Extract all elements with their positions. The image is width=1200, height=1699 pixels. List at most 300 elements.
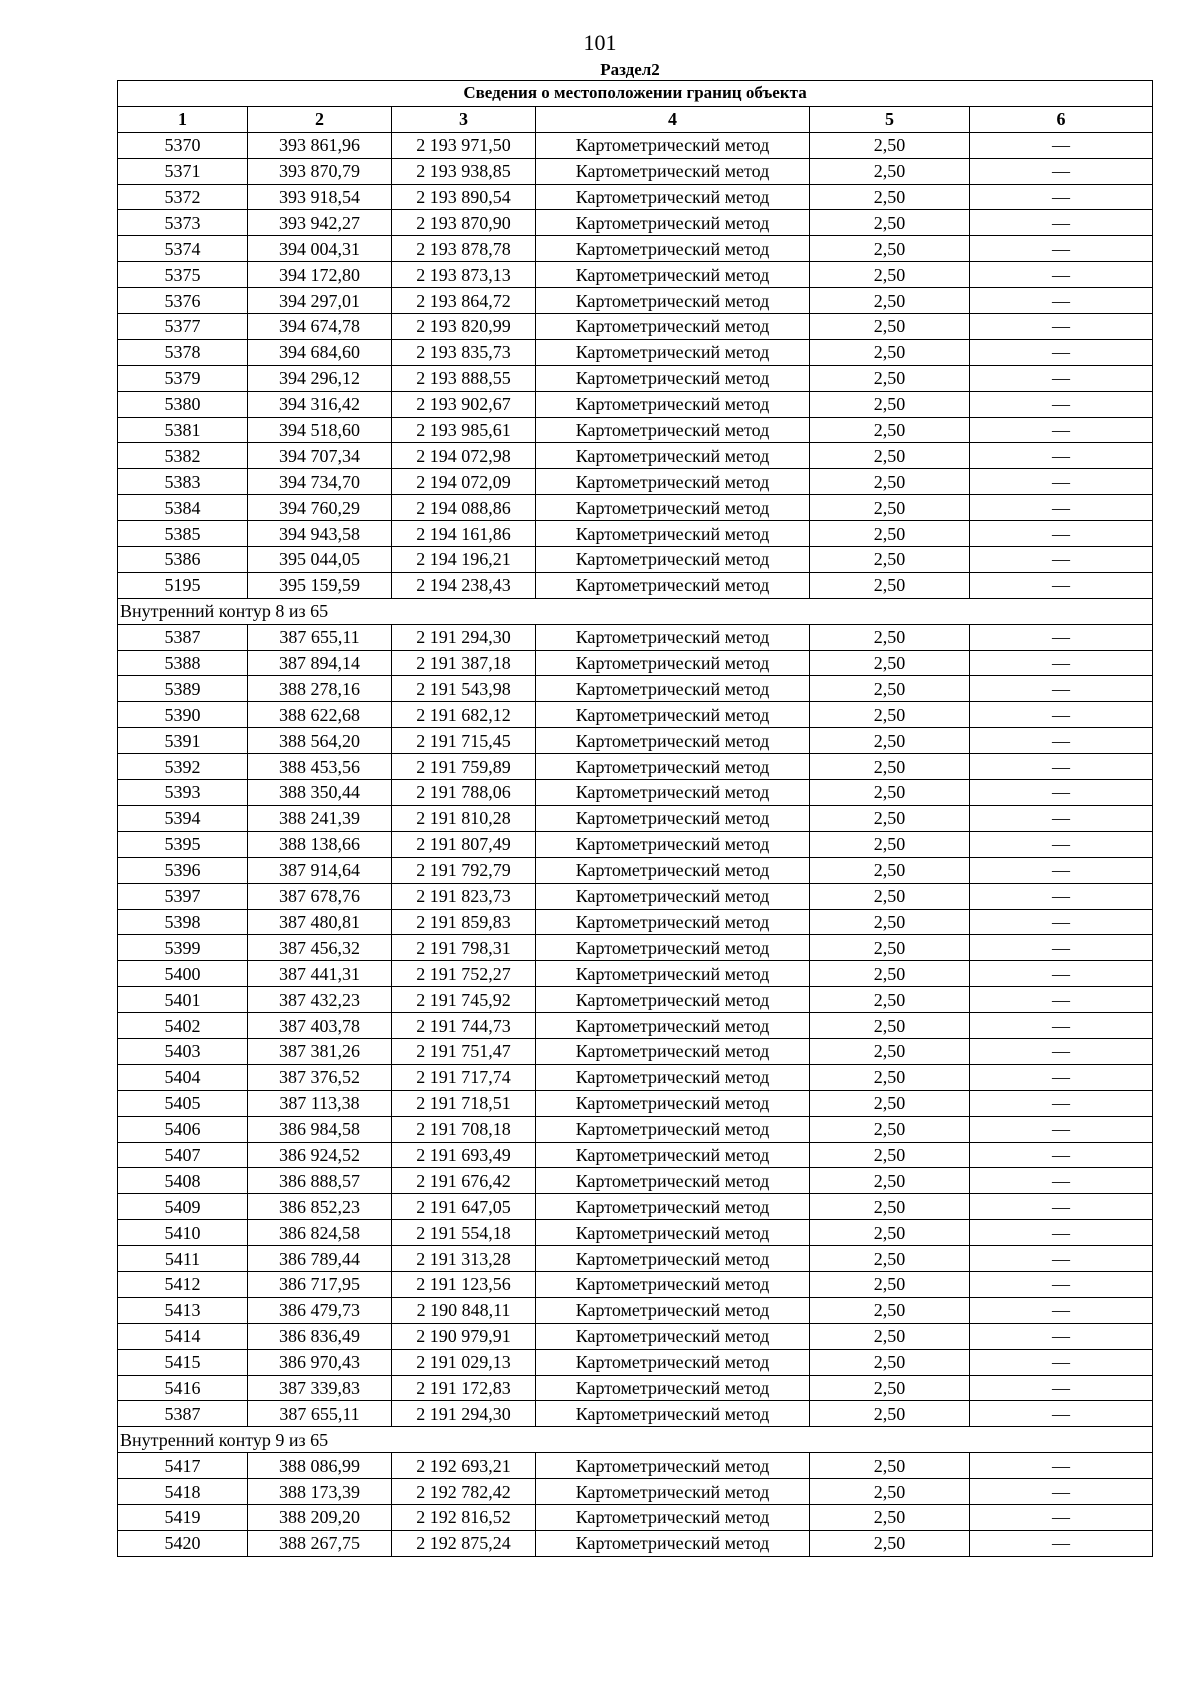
- dash-cell: —: [970, 132, 1153, 158]
- accuracy-cell: 2,50: [810, 650, 970, 676]
- contour-row: [118, 1427, 1153, 1453]
- table-row: [118, 547, 1153, 573]
- table-row: [118, 236, 1153, 262]
- point-id: 5389: [118, 676, 248, 702]
- x-coordinate: 388 241,39: [248, 805, 392, 831]
- accuracy-cell: 2,50: [810, 339, 970, 365]
- point-id: 5372: [118, 184, 248, 210]
- method-cell: Картометрический метод: [536, 132, 810, 158]
- method-cell: Картометрический метод: [536, 961, 810, 987]
- x-coordinate: 387 432,23: [248, 987, 392, 1013]
- x-coordinate: 387 480,81: [248, 909, 392, 935]
- y-coordinate: 2 191 759,89: [392, 754, 536, 780]
- y-coordinate: 2 191 647,05: [392, 1194, 536, 1220]
- x-coordinate: 394 316,42: [248, 391, 392, 417]
- point-id: 5415: [118, 1349, 248, 1375]
- point-id: 5410: [118, 1220, 248, 1246]
- accuracy-cell: 2,50: [810, 1142, 970, 1168]
- x-coordinate: 386 924,52: [248, 1142, 392, 1168]
- table-row: [118, 1375, 1153, 1401]
- point-id: 5399: [118, 935, 248, 961]
- point-id: 5384: [118, 495, 248, 521]
- dash-cell: —: [970, 1271, 1153, 1297]
- method-cell: Картометрический метод: [536, 1271, 810, 1297]
- method-cell: Картометрический метод: [536, 391, 810, 417]
- method-cell: Картометрический метод: [536, 1504, 810, 1530]
- point-id: 5373: [118, 210, 248, 236]
- y-coordinate: 2 191 294,30: [392, 1401, 536, 1427]
- point-id: 5420: [118, 1530, 248, 1556]
- table-row: [118, 1013, 1153, 1039]
- dash-cell: —: [970, 961, 1153, 987]
- dash-cell: —: [970, 1479, 1153, 1505]
- y-coordinate: 2 191 744,73: [392, 1013, 536, 1039]
- accuracy-cell: 2,50: [810, 1297, 970, 1323]
- point-id: 5382: [118, 443, 248, 469]
- x-coordinate: 386 970,43: [248, 1349, 392, 1375]
- dash-cell: —: [970, 1013, 1153, 1039]
- accuracy-cell: 2,50: [810, 572, 970, 598]
- method-cell: Картометрический метод: [536, 236, 810, 262]
- x-coordinate: 387 655,11: [248, 624, 392, 650]
- accuracy-cell: 2,50: [810, 288, 970, 314]
- table-row: [118, 805, 1153, 831]
- x-coordinate: 394 707,34: [248, 443, 392, 469]
- table-row: [118, 650, 1153, 676]
- point-id: 5386: [118, 547, 248, 573]
- y-coordinate: 2 191 708,18: [392, 1116, 536, 1142]
- x-coordinate: 387 376,52: [248, 1064, 392, 1090]
- y-coordinate: 2 191 751,47: [392, 1038, 536, 1064]
- x-coordinate: 387 894,14: [248, 650, 392, 676]
- method-cell: Картометрический метод: [536, 1220, 810, 1246]
- accuracy-cell: 2,50: [810, 1194, 970, 1220]
- x-coordinate: 387 456,32: [248, 935, 392, 961]
- point-id: 5403: [118, 1038, 248, 1064]
- accuracy-cell: 2,50: [810, 443, 970, 469]
- x-coordinate: 394 734,70: [248, 469, 392, 495]
- accuracy-cell: 2,50: [810, 1349, 970, 1375]
- x-coordinate: 393 870,79: [248, 158, 392, 184]
- point-id: 5380: [118, 391, 248, 417]
- x-coordinate: 388 209,20: [248, 1504, 392, 1530]
- point-id: 5407: [118, 1142, 248, 1168]
- table-row: [118, 883, 1153, 909]
- accuracy-cell: 2,50: [810, 132, 970, 158]
- y-coordinate: 2 191 172,83: [392, 1375, 536, 1401]
- dash-cell: —: [970, 288, 1153, 314]
- table-body: [118, 132, 1153, 1556]
- dash-cell: —: [970, 987, 1153, 1013]
- table-row: [118, 961, 1153, 987]
- table-row: [118, 1038, 1153, 1064]
- x-coordinate: 388 564,20: [248, 728, 392, 754]
- x-coordinate: 386 824,58: [248, 1220, 392, 1246]
- point-id: 5377: [118, 314, 248, 340]
- dash-cell: —: [970, 1453, 1153, 1479]
- method-cell: Картометрический метод: [536, 1064, 810, 1090]
- y-coordinate: 2 193 938,85: [392, 158, 536, 184]
- table-row: [118, 288, 1153, 314]
- table-row: [118, 1246, 1153, 1272]
- x-coordinate: 387 381,26: [248, 1038, 392, 1064]
- dash-cell: —: [970, 1504, 1153, 1530]
- accuracy-cell: 2,50: [810, 391, 970, 417]
- method-cell: Картометрический метод: [536, 469, 810, 495]
- method-cell: Картометрический метод: [536, 521, 810, 547]
- x-coordinate: 387 339,83: [248, 1375, 392, 1401]
- table-row: [118, 1323, 1153, 1349]
- method-cell: Картометрический метод: [536, 158, 810, 184]
- accuracy-cell: 2,50: [810, 1090, 970, 1116]
- y-coordinate: 2 194 072,09: [392, 469, 536, 495]
- point-id: 5419: [118, 1504, 248, 1530]
- x-coordinate: 387 914,64: [248, 857, 392, 883]
- table-row: [118, 728, 1153, 754]
- point-id: 5409: [118, 1194, 248, 1220]
- method-cell: Картометрический метод: [536, 1323, 810, 1349]
- table-row: [118, 754, 1153, 780]
- contour-label: Внутренний контур 9 из 65: [118, 1427, 1153, 1453]
- method-cell: Картометрический метод: [536, 728, 810, 754]
- dash-cell: —: [970, 1116, 1153, 1142]
- accuracy-cell: 2,50: [810, 262, 970, 288]
- y-coordinate: 2 190 848,11: [392, 1297, 536, 1323]
- x-coordinate: 386 836,49: [248, 1323, 392, 1349]
- accuracy-cell: 2,50: [810, 754, 970, 780]
- method-cell: Картометрический метод: [536, 1168, 810, 1194]
- contour-row: [118, 598, 1153, 624]
- x-coordinate: 388 350,44: [248, 780, 392, 806]
- dash-cell: —: [970, 262, 1153, 288]
- y-coordinate: 2 190 979,91: [392, 1323, 536, 1349]
- method-cell: Картометрический метод: [536, 1194, 810, 1220]
- accuracy-cell: 2,50: [810, 1246, 970, 1272]
- x-coordinate: 388 138,66: [248, 831, 392, 857]
- x-coordinate: 394 172,80: [248, 262, 392, 288]
- y-coordinate: 2 191 682,12: [392, 702, 536, 728]
- x-coordinate: 394 518,60: [248, 417, 392, 443]
- dash-cell: —: [970, 883, 1153, 909]
- accuracy-cell: 2,50: [810, 1479, 970, 1505]
- table-row: [118, 262, 1153, 288]
- accuracy-cell: 2,50: [810, 1401, 970, 1427]
- method-cell: Картометрический метод: [536, 754, 810, 780]
- table-row: [118, 521, 1153, 547]
- accuracy-cell: 2,50: [810, 365, 970, 391]
- accuracy-cell: 2,50: [810, 1504, 970, 1530]
- table-row: [118, 1271, 1153, 1297]
- table-row: [118, 132, 1153, 158]
- table-row: [118, 676, 1153, 702]
- method-cell: Картометрический метод: [536, 210, 810, 236]
- x-coordinate: 394 004,31: [248, 236, 392, 262]
- y-coordinate: 2 191 717,74: [392, 1064, 536, 1090]
- x-coordinate: 394 297,01: [248, 288, 392, 314]
- method-cell: Картометрический метод: [536, 1116, 810, 1142]
- dash-cell: —: [970, 547, 1153, 573]
- point-id: 5387: [118, 624, 248, 650]
- y-coordinate: 2 191 752,27: [392, 961, 536, 987]
- y-coordinate: 2 192 816,52: [392, 1504, 536, 1530]
- point-id: 5405: [118, 1090, 248, 1116]
- point-id: 5406: [118, 1116, 248, 1142]
- dash-cell: —: [970, 935, 1153, 961]
- y-coordinate: 2 194 196,21: [392, 547, 536, 573]
- accuracy-cell: 2,50: [810, 728, 970, 754]
- table-row: [118, 702, 1153, 728]
- method-cell: Картометрический метод: [536, 1479, 810, 1505]
- table-row: [118, 184, 1153, 210]
- x-coordinate: 393 942,27: [248, 210, 392, 236]
- method-cell: Картометрический метод: [536, 1453, 810, 1479]
- y-coordinate: 2 191 823,73: [392, 883, 536, 909]
- x-coordinate: 386 888,57: [248, 1168, 392, 1194]
- point-id: 5381: [118, 417, 248, 443]
- accuracy-cell: 2,50: [810, 417, 970, 443]
- point-id: 5375: [118, 262, 248, 288]
- point-id: 5390: [118, 702, 248, 728]
- x-coordinate: 386 789,44: [248, 1246, 392, 1272]
- point-id: 5378: [118, 339, 248, 365]
- table-row: [118, 1220, 1153, 1246]
- y-coordinate: 2 194 072,98: [392, 443, 536, 469]
- point-id: 5387: [118, 1401, 248, 1427]
- accuracy-cell: 2,50: [810, 857, 970, 883]
- point-id: 5195: [118, 572, 248, 598]
- table-row: [118, 391, 1153, 417]
- table-row: [118, 365, 1153, 391]
- table-row: [118, 495, 1153, 521]
- dash-cell: —: [970, 831, 1153, 857]
- dash-cell: —: [970, 158, 1153, 184]
- accuracy-cell: 2,50: [810, 987, 970, 1013]
- table-row: [118, 158, 1153, 184]
- y-coordinate: 2 192 782,42: [392, 1479, 536, 1505]
- accuracy-cell: 2,50: [810, 935, 970, 961]
- dash-cell: —: [970, 1246, 1153, 1272]
- accuracy-cell: 2,50: [810, 780, 970, 806]
- dash-cell: —: [970, 1323, 1153, 1349]
- accuracy-cell: 2,50: [810, 314, 970, 340]
- x-coordinate: 395 159,59: [248, 572, 392, 598]
- dash-cell: —: [970, 909, 1153, 935]
- y-coordinate: 2 194 088,86: [392, 495, 536, 521]
- accuracy-cell: 2,50: [810, 1168, 970, 1194]
- point-id: 5376: [118, 288, 248, 314]
- dash-cell: —: [970, 572, 1153, 598]
- dash-cell: —: [970, 1375, 1153, 1401]
- method-cell: Картометрический метод: [536, 987, 810, 1013]
- accuracy-cell: 2,50: [810, 1013, 970, 1039]
- method-cell: Картометрический метод: [536, 702, 810, 728]
- point-id: 5417: [118, 1453, 248, 1479]
- x-coordinate: 386 479,73: [248, 1297, 392, 1323]
- x-coordinate: 394 296,12: [248, 365, 392, 391]
- y-coordinate: 2 191 718,51: [392, 1090, 536, 1116]
- point-id: 5413: [118, 1297, 248, 1323]
- y-coordinate: 2 191 123,56: [392, 1271, 536, 1297]
- dash-cell: —: [970, 1530, 1153, 1556]
- dash-cell: —: [970, 314, 1153, 340]
- accuracy-cell: 2,50: [810, 961, 970, 987]
- dash-cell: —: [970, 521, 1153, 547]
- method-cell: Картометрический метод: [536, 262, 810, 288]
- accuracy-cell: 2,50: [810, 624, 970, 650]
- x-coordinate: 388 453,56: [248, 754, 392, 780]
- point-id: 5379: [118, 365, 248, 391]
- y-coordinate: 2 191 387,18: [392, 650, 536, 676]
- method-cell: Картометрический метод: [536, 831, 810, 857]
- y-coordinate: 2 191 693,49: [392, 1142, 536, 1168]
- table-row: [118, 339, 1153, 365]
- method-cell: Картометрический метод: [536, 780, 810, 806]
- accuracy-cell: 2,50: [810, 210, 970, 236]
- y-coordinate: 2 193 971,50: [392, 132, 536, 158]
- y-coordinate: 2 193 820,99: [392, 314, 536, 340]
- table-row: [118, 1401, 1153, 1427]
- dash-cell: —: [970, 1168, 1153, 1194]
- dash-cell: —: [970, 1401, 1153, 1427]
- point-id: 5412: [118, 1271, 248, 1297]
- x-coordinate: 393 861,96: [248, 132, 392, 158]
- point-id: 5398: [118, 909, 248, 935]
- x-coordinate: 395 044,05: [248, 547, 392, 573]
- method-cell: Картометрический метод: [536, 1038, 810, 1064]
- contour-label: Внутренний контур 8 из 65: [118, 598, 1153, 624]
- dash-cell: —: [970, 495, 1153, 521]
- point-id: 5404: [118, 1064, 248, 1090]
- y-coordinate: 2 193 878,78: [392, 236, 536, 262]
- y-coordinate: 2 191 798,31: [392, 935, 536, 961]
- table-row: [118, 1297, 1153, 1323]
- dash-cell: —: [970, 417, 1153, 443]
- column-number-row: [118, 106, 1153, 132]
- y-coordinate: 2 191 715,45: [392, 728, 536, 754]
- x-coordinate: 394 943,58: [248, 521, 392, 547]
- method-cell: Картометрический метод: [536, 365, 810, 391]
- dash-cell: —: [970, 1194, 1153, 1220]
- point-id: 5370: [118, 132, 248, 158]
- dash-cell: —: [970, 469, 1153, 495]
- x-coordinate: 387 441,31: [248, 961, 392, 987]
- y-coordinate: 2 193 985,61: [392, 417, 536, 443]
- table-row: [118, 857, 1153, 883]
- accuracy-cell: 2,50: [810, 1530, 970, 1556]
- y-coordinate: 2 193 873,13: [392, 262, 536, 288]
- x-coordinate: 394 674,78: [248, 314, 392, 340]
- table-row: [118, 1116, 1153, 1142]
- y-coordinate: 2 191 745,92: [392, 987, 536, 1013]
- accuracy-cell: 2,50: [810, 236, 970, 262]
- table-row: [118, 1479, 1153, 1505]
- dash-cell: —: [970, 728, 1153, 754]
- point-id: 5411: [118, 1246, 248, 1272]
- accuracy-cell: 2,50: [810, 158, 970, 184]
- method-cell: Картометрический метод: [536, 495, 810, 521]
- point-id: 5371: [118, 158, 248, 184]
- dash-cell: —: [970, 1064, 1153, 1090]
- column-header: 3: [392, 106, 536, 132]
- table-row: [118, 1453, 1153, 1479]
- y-coordinate: 2 192 693,21: [392, 1453, 536, 1479]
- y-coordinate: 2 191 788,06: [392, 780, 536, 806]
- accuracy-cell: 2,50: [810, 1323, 970, 1349]
- accuracy-cell: 2,50: [810, 702, 970, 728]
- table-row: [118, 1142, 1153, 1168]
- column-header: 1: [118, 106, 248, 132]
- dash-cell: —: [970, 443, 1153, 469]
- dash-cell: —: [970, 339, 1153, 365]
- method-cell: Картометрический метод: [536, 857, 810, 883]
- dash-cell: —: [970, 650, 1153, 676]
- y-coordinate: 2 193 902,67: [392, 391, 536, 417]
- method-cell: Картометрический метод: [536, 1375, 810, 1401]
- method-cell: Картометрический метод: [536, 184, 810, 210]
- accuracy-cell: 2,50: [810, 883, 970, 909]
- x-coordinate: 388 278,16: [248, 676, 392, 702]
- dash-cell: —: [970, 184, 1153, 210]
- y-coordinate: 2 193 835,73: [392, 339, 536, 365]
- dash-cell: —: [970, 805, 1153, 831]
- dash-cell: —: [970, 857, 1153, 883]
- y-coordinate: 2 191 859,83: [392, 909, 536, 935]
- method-cell: Картометрический метод: [536, 288, 810, 314]
- point-id: 5391: [118, 728, 248, 754]
- y-coordinate: 2 193 864,72: [392, 288, 536, 314]
- y-coordinate: 2 191 294,30: [392, 624, 536, 650]
- table-row: [118, 1064, 1153, 1090]
- method-cell: Картометрический метод: [536, 935, 810, 961]
- method-cell: Картометрический метод: [536, 909, 810, 935]
- point-id: 5374: [118, 236, 248, 262]
- y-coordinate: 2 191 807,49: [392, 831, 536, 857]
- method-cell: Картометрический метод: [536, 1090, 810, 1116]
- table-row: [118, 572, 1153, 598]
- method-cell: Картометрический метод: [536, 1349, 810, 1375]
- accuracy-cell: 2,50: [810, 495, 970, 521]
- method-cell: Картометрический метод: [536, 339, 810, 365]
- x-coordinate: 393 918,54: [248, 184, 392, 210]
- accuracy-cell: 2,50: [810, 1271, 970, 1297]
- dash-cell: —: [970, 1142, 1153, 1168]
- column-header: 4: [536, 106, 810, 132]
- accuracy-cell: 2,50: [810, 1220, 970, 1246]
- method-cell: Картометрический метод: [536, 883, 810, 909]
- y-coordinate: 2 193 890,54: [392, 184, 536, 210]
- coordinates-table: [117, 80, 1153, 1557]
- accuracy-cell: 2,50: [810, 909, 970, 935]
- method-cell: Картометрический метод: [536, 650, 810, 676]
- accuracy-cell: 2,50: [810, 521, 970, 547]
- table-row: [118, 1504, 1153, 1530]
- y-coordinate: 2 194 161,86: [392, 521, 536, 547]
- dash-cell: —: [970, 1349, 1153, 1375]
- table-row: [118, 469, 1153, 495]
- point-id: 5418: [118, 1479, 248, 1505]
- accuracy-cell: 2,50: [810, 1038, 970, 1064]
- table-row: [118, 780, 1153, 806]
- method-cell: Картометрический метод: [536, 1530, 810, 1556]
- method-cell: Картометрический метод: [536, 1246, 810, 1272]
- method-cell: Картометрический метод: [536, 417, 810, 443]
- dash-cell: —: [970, 210, 1153, 236]
- x-coordinate: 388 622,68: [248, 702, 392, 728]
- table-row: [118, 987, 1153, 1013]
- x-coordinate: 388 267,75: [248, 1530, 392, 1556]
- method-cell: Картометрический метод: [536, 624, 810, 650]
- point-id: 5401: [118, 987, 248, 1013]
